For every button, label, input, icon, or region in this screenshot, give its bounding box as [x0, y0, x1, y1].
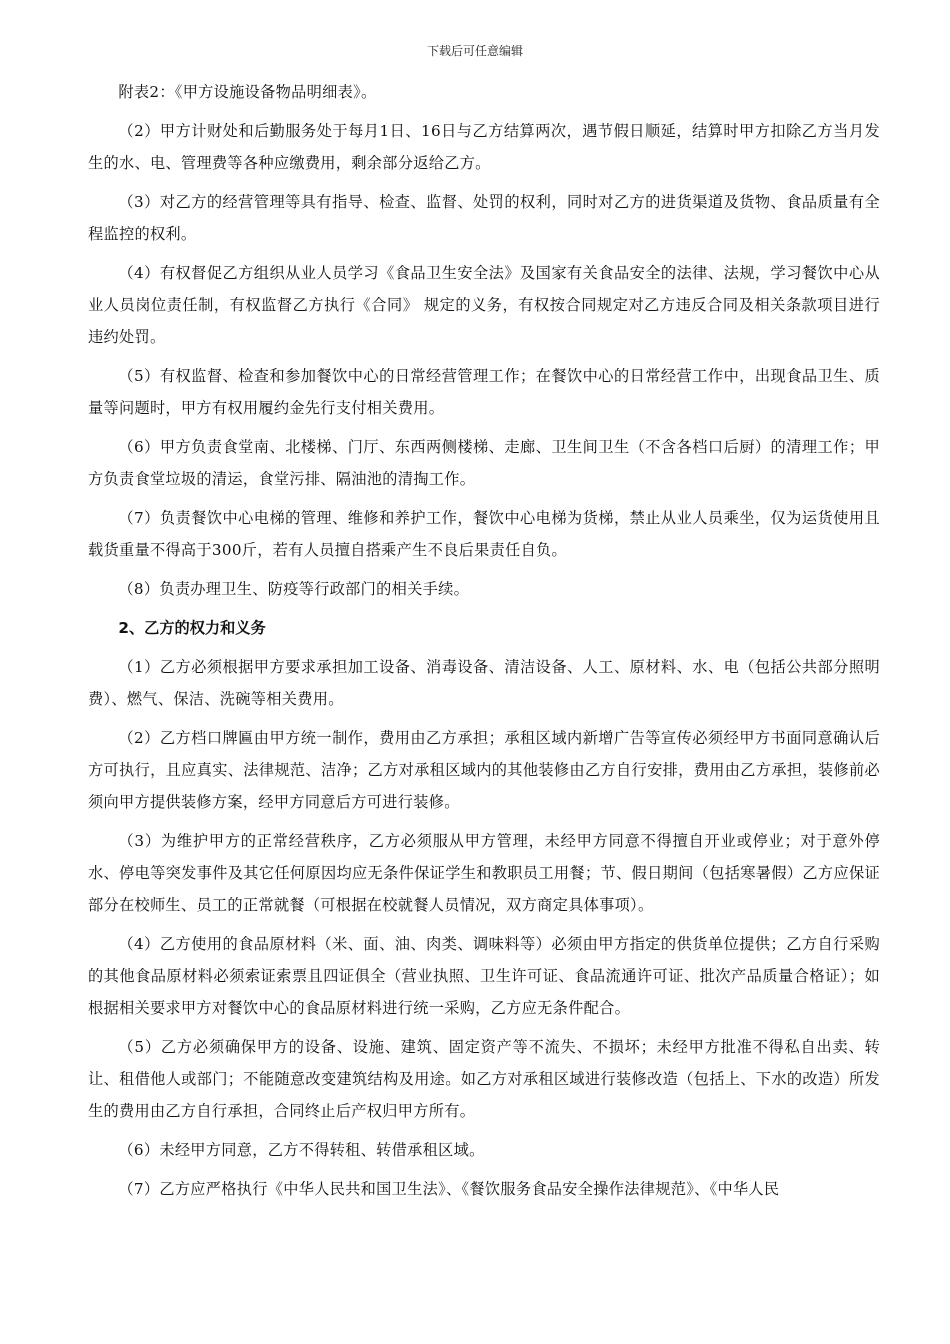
paragraph-party-a-8: （8）负责办理卫生、防疫等行政部门的相关手续。 [118, 580, 470, 598]
paragraph-party-b-1: （1）乙方必须根据甲方要求承担加工设备、消毒设备、清洁设备、人工、原材料、水、电（包括公共部分照明费）、燃气、保洁、洗碗等相关费用。 [88, 658, 880, 708]
paragraph-party-b-6: （6）未经甲方同意，乙方不得转租、转借承租区域。 [118, 1141, 485, 1159]
paragraph-party-b-3: （3）为维护甲方的正常经营秩序，乙方必须服从甲方管理，未经甲方同意不得擅自开业或停业；对于意外停水、停电等突发事件及其它任何原因均应无条件保证学生和教职员工用餐；节、假日期间（包括寒暑假）乙方应保证部分在校师生、员工的正常就餐（可根据在校就餐人员情况，双方商定具体事项）。 [88, 832, 880, 914]
paragraph-party-a-4: （4）有权督促乙方组织从业人员学习《食品卫生安全法》及国家有关食品安全的法律、法规，学习餐饮中心从业人员岗位责任制，有权监督乙方执行《合同》 规定的义务，有权按合同规定对乙方违反合同及相关条款项目进行违约处罚。 [88, 264, 880, 346]
paragraph-party-b-5: （5）乙方必须确保甲方的设备、设施、建筑、固定资产等不流失、不损坏；未经甲方批准不得私自出卖、转让、租借他人或部门；不能随意改变建筑结构及用途。如乙方对承租区域进行装修改造（包括上、下水的改造）所发生的费用由乙方自行承担，合同终止后产权归甲方所有。 [88, 1038, 880, 1120]
paragraph-party-a-3: （3）对乙方的经营管理等具有指导、检查、监督、处罚的权利，同时对乙方的进货渠道及货物、食品质量有全程监控的权利。 [88, 193, 880, 243]
document-body [88, 76, 880, 1212]
paragraph-party-a-5: （5）有权监督、检查和参加餐饮中心的日常经营管理工作；在餐饮中心的日常经营工作中，出现食品卫生、质量等问题时，甲方有权用履约金先行支付相关费用。 [88, 367, 880, 417]
section-heading-party-b: 2、乙方的权力和义务 [118, 619, 266, 637]
paragraph-attachment-2: 附表2：《甲方设施设备物品明细表》。 [118, 83, 377, 101]
paragraph-party-b-2: （2）乙方档口牌匾由甲方统一制作，费用由乙方承担；承租区域内新增广告等宣传必须经甲方书面同意确认后方可执行，且应真实、法律规范、洁净；乙方对承租区域内的其他装修由乙方自行安排，费用由乙方承担，装修前必须向甲方提供装修方案，经甲方同意后方可进行装修。 [88, 729, 880, 811]
paragraph-party-a-6: （6）甲方负责食堂南、北楼梯、门厅、东西两侧楼梯、走廊、卫生间卫生（不含各档口后厨）的清理工作；甲方负责食堂垃圾的清运，食堂污排、隔油池的清掏工作。 [88, 438, 880, 488]
paragraph-party-b-7: （7）乙方应严格执行《中华人民共和国卫生法》、《餐饮服务食品安全操作法律规范》、《中华人民 [118, 1180, 780, 1198]
paragraph-party-b-4: （4）乙方使用的食品原材料（米、面、油、肉类、调味料等）必须由甲方指定的供货单位提供；乙方自行采购的其他食品原材料必须索证索票且四证俱全（营业执照、卫生许可证、食品流通许可证、批次产品质量合格证）；如根据相关要求甲方对餐饮中心的食品原材料进行统一采购，乙方应无条件配合。 [88, 935, 880, 1017]
paragraph-party-a-7: （7）负责餐饮中心电梯的管理、维修和养护工作，餐饮中心电梯为货梯，禁止从业人员乘坐，仅为运货使用且载货重量不得高于300斤，若有人员擅自搭乘产生不良后果责任自负。 [88, 509, 880, 559]
page-header: 下载后可任意编辑 [426, 44, 523, 58]
paragraph-party-a-2: （2）甲方计财处和后勤服务处于每月1日、16日与乙方结算两次，遇节假日顺延，结算时甲方扣除乙方当月发生的水、电、管理费等各种应缴费用，剩余部分返给乙方。 [88, 122, 880, 172]
